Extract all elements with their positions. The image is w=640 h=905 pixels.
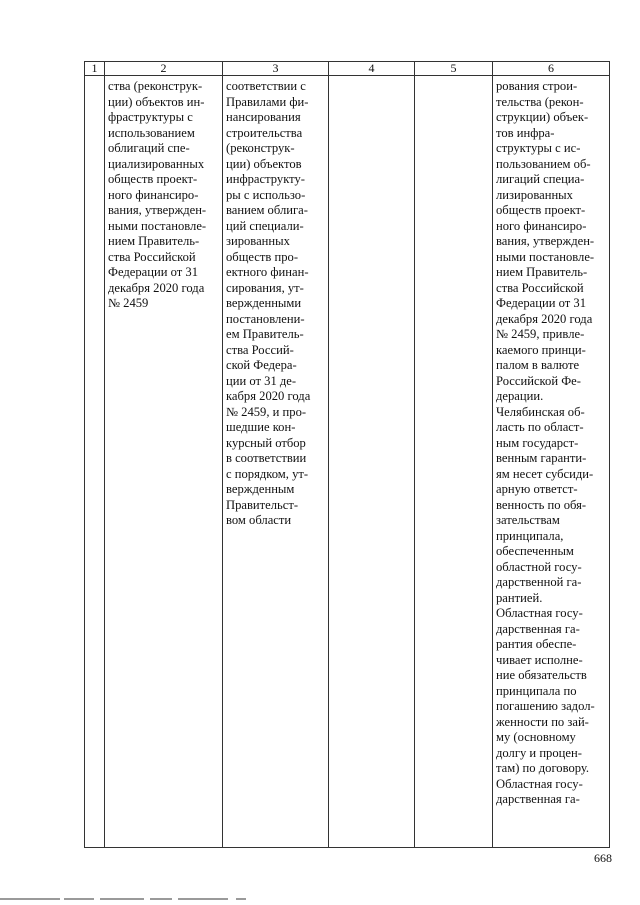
table-row [85,76,610,848]
column-number-3: 3 [223,62,329,76]
cell-text-5 [415,76,492,79]
scan-edge-artifact [0,898,640,902]
table-cell-5 [415,76,493,848]
column-number-2: 2 [105,62,223,76]
column-number-5: 5 [415,62,493,76]
table-cell-4 [329,76,415,848]
table-cell-3 [223,76,329,848]
table-cell-2 [105,76,223,848]
table-cell-6 [493,76,610,848]
column-number-4: 4 [329,62,415,76]
cell-text-4 [329,76,414,79]
cell-text-2: ства (реконструк- ции) объектов ин- фраструктуры с использованием облигаций спе- циализированных обществ проект- ного финансиро- вания, утвержден- ными постановле- нием Правитель- ства Российской Федерации от 31 декабря 2020 года № 2459 [108,79,207,310]
cell-text-1 [85,76,104,79]
data-table [84,61,610,848]
cell-text-3: соответствии с Правилами фи- нансирования строительства (реконструк- ции) объектов инфраструкту- ры с использо- ванием облига- ций специали- зированных обществ про- ектного финан- сирования, ут- вержденными постановлени- ем Правитель- ства Россий- ской Федера- ции от 31 де- кабря 2020 года № 2459, и про- шедшие кон- курсный отбор в соответствии с порядком, ут- вержденным Правительст- вом области [226,79,311,527]
page-number: 668 [594,851,612,865]
column-number-1: 1 [85,62,105,76]
table-cell-1 [85,76,105,848]
cell-text-6: рования строи- тельства (рекон- струкции) объек- тов инфра- структуры с ис- пользованием об- лигаций специа- лизированных обществ проект- ного финансиро- вания, утвержден- ными постановле- нием Правитель- ства Российской Федерации от 31 декабря 2020 года № 2459, привле- каемого принци- палом в валюте Российской Фе- дерации. Челябинская об- ласть по област- ным государст- венным гаранти- ям несет субсиди- арную ответст- венность по обя- зательствам принципала, обеспеченным областной госу- дарственной га- рантией. Областная госу- дарственная га- рантия обеспе- чивает исполне- ние обязательств принципала по погашению задол- женности по зай- му (основному долгу и процен- там) по договору. Областная госу- дарственная га- [496,79,595,806]
table-header-row [85,62,610,76]
column-number-6: 6 [493,62,610,76]
